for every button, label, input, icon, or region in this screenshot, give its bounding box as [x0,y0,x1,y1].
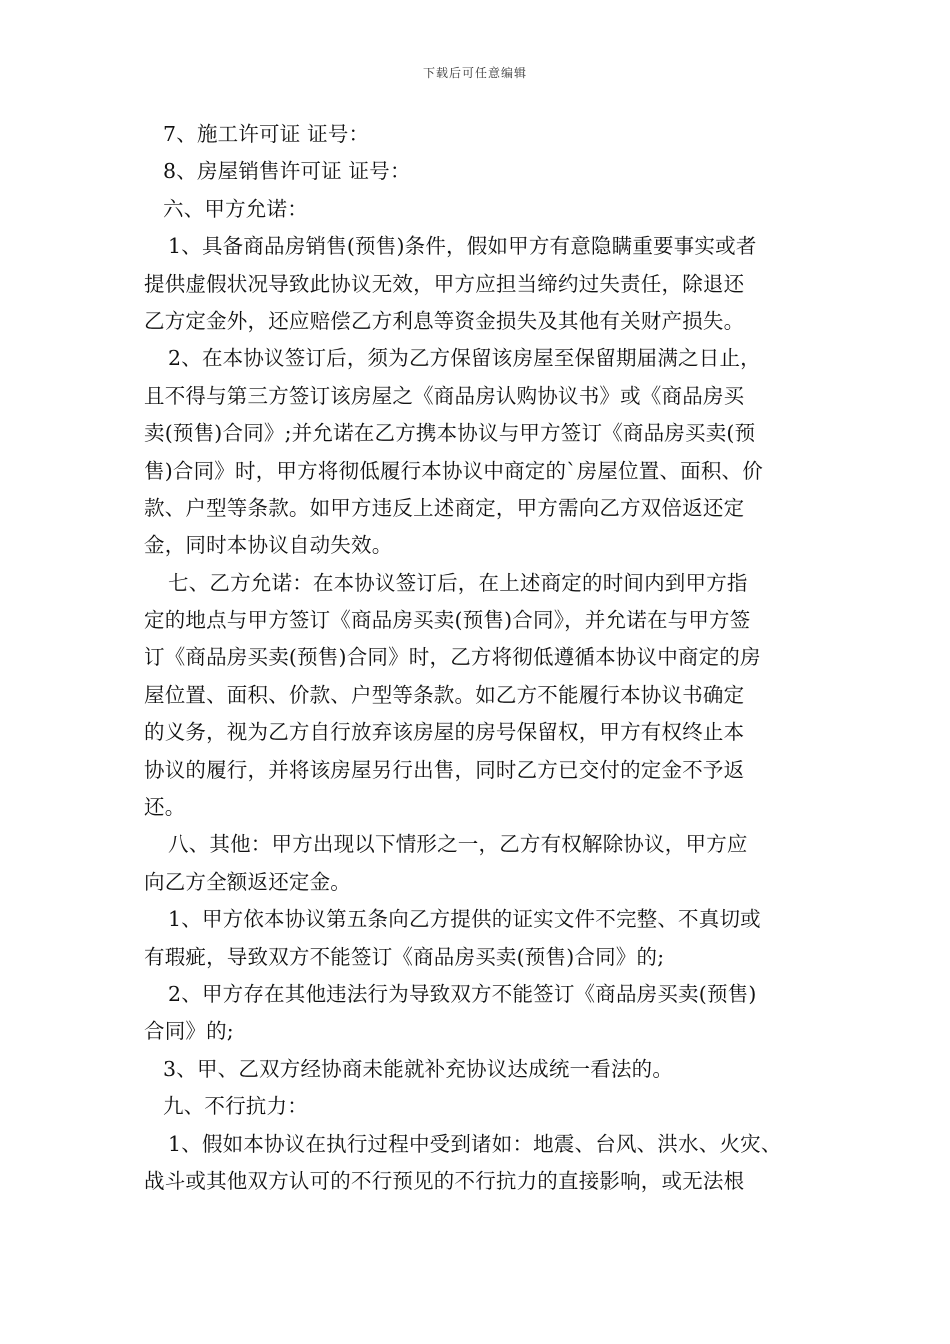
text-line: 订《商品房买卖(预售)合同》时，乙方将彻低遵循本协议中商定的房 [144,645,761,670]
text-line: 8、房屋销售许可证 证号： [163,159,411,184]
text-line: 且不得与第三方签订该房屋之《商品房认购协议书》或《商品房买 [144,383,745,408]
text-line: 有瑕疵，导致双方不能签订《商品房买卖(预售)合同》的; [144,944,665,969]
text-line: 1、假如本协议在执行过程中受到诸如：地震、台风、洪水、火灾、 [168,1131,782,1156]
text-line: 合同》的; [144,1019,234,1044]
text-line: 提供虚假状况导致此协议无效，甲方应担当缔约过失责任，除退还 [144,271,745,296]
text-line: 的义务，视为乙方自行放弃该房屋的房号保留权，甲方有权终止本 [144,720,745,745]
text-line: 7、施工许可证 证号： [163,122,370,146]
section-heading: 八、其他：甲方出现以下情形之一，乙方有权解除协议，甲方应 [168,832,748,857]
section-heading: 九、不行抗力： [163,1094,308,1119]
text-line: 向乙方全额返还定金。 [144,869,351,894]
text-line: 还。 [144,795,186,820]
page-header: 下载后可任意编辑 [422,66,527,80]
text-line: 卖(预售)合同》;并允诺在乙方携本协议与甲方签订《商品房买卖(预 [144,421,756,446]
text-line: 战斗或其他双方认可的不行预见的不行抗力的直接影响，或无法根 [144,1168,745,1193]
text-line: 款、户型等条款。如甲方违反上述商定，甲方需向乙方双倍返还定 [144,495,745,520]
text-line: 协议的履行，并将该房屋另行出售，同时乙方已交付的定金不予返 [144,757,745,782]
section-heading: 六、甲方允诺： [163,196,308,221]
text-line: 乙方定金外，还应赔偿乙方利息等资金损失及其他有关财产损失。 [144,308,745,333]
text-line: 1、甲方依本协议第五条向乙方提供的证实文件不完整、不真切或 [168,907,761,932]
text-line: 2、甲方存在其他违法行为导致双方不能签订《商品房买卖(预售) [168,981,757,1006]
text-line: 金，同时本协议自动失效。 [144,533,393,558]
text-line: 1、具备商品房销售(预售)条件，假如甲方有意隐瞒重要事实或者 [168,234,757,259]
section-heading: 七、乙方允诺：在本协议签订后，在上述商定的时间内到甲方指 [168,570,748,595]
text-line: 售)合同》时，甲方将彻低履行本协议中商定的`房屋位置、面积、价 [144,458,763,483]
text-line: 定的地点与甲方签订《商品房买卖(预售)合同》，并允诺在与甲方签 [144,608,751,633]
text-line: 屋位置、面积、价款、户型等条款。如乙方不能履行本协议书确定 [144,682,745,707]
text-line: 3、甲、乙双方经协商未能就补充协议达成统一看法的。 [163,1056,674,1081]
text-line: 2、在本协议签订后，须为乙方保留该房屋至保留期届满之日止， [168,346,761,371]
document-body [144,116,812,1200]
